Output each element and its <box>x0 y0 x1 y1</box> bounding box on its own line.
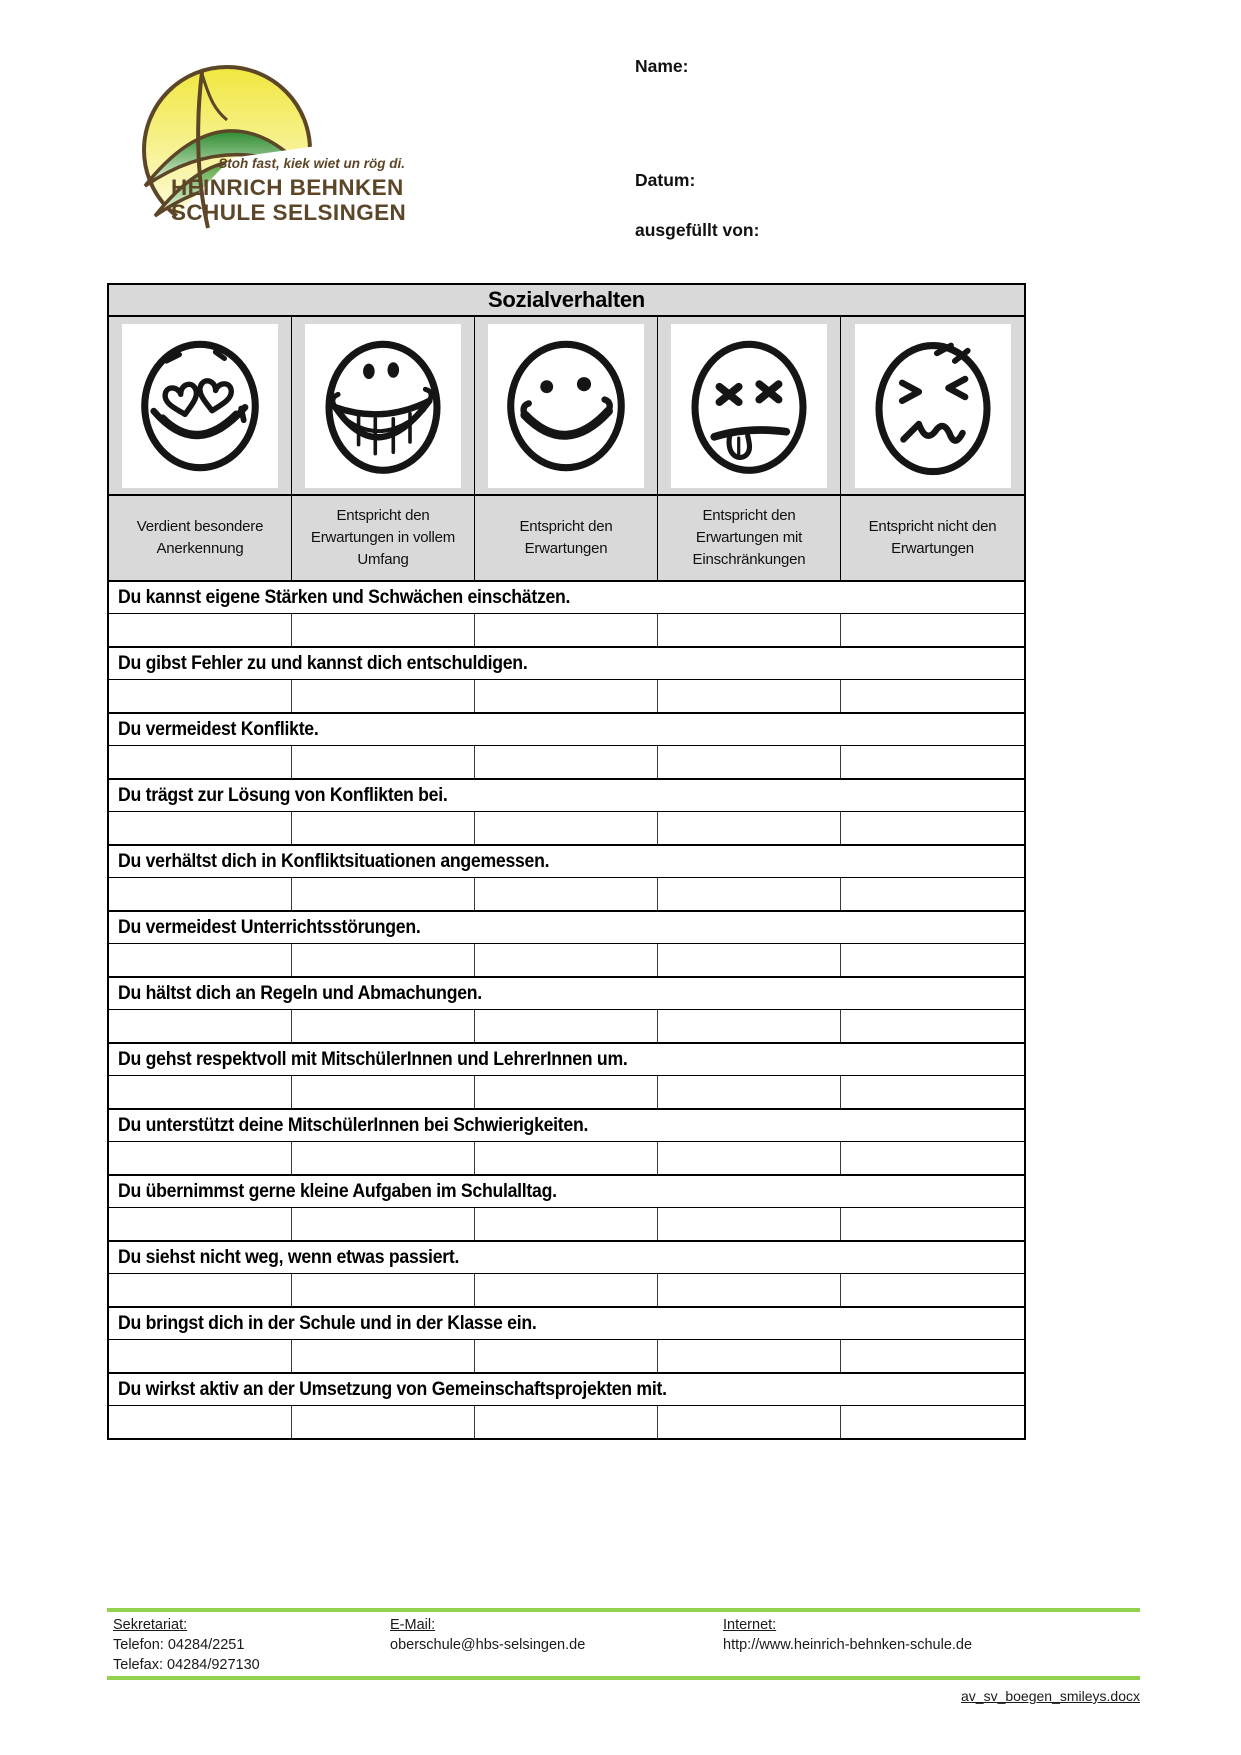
answer-cell[interactable] <box>658 680 841 712</box>
date-field-label: Datum: <box>635 170 696 190</box>
answer-cell[interactable] <box>292 746 475 778</box>
question-row <box>109 1240 1024 1273</box>
answer-cell[interactable] <box>475 1208 658 1240</box>
answer-cell[interactable] <box>658 1076 841 1108</box>
question-row <box>109 844 1024 877</box>
footer-sekretariat-label: Sekretariat: <box>113 1617 188 1633</box>
answer-cell[interactable] <box>658 746 841 778</box>
answer-row <box>109 745 1024 778</box>
question-row <box>109 778 1024 811</box>
answer-cell[interactable] <box>292 1274 475 1306</box>
answer-cell[interactable] <box>292 1142 475 1174</box>
answer-cell[interactable] <box>841 944 1024 976</box>
school-name-line1: HEINRICH BEHNKEN <box>171 175 404 200</box>
answer-cell[interactable] <box>292 1406 475 1438</box>
answer-cell[interactable] <box>292 878 475 910</box>
answer-cell[interactable] <box>658 614 841 646</box>
footer-website-url[interactable]: http://www.heinrich-behnken-schule.de <box>723 1637 973 1653</box>
answer-row <box>109 1141 1024 1174</box>
answer-cell[interactable] <box>475 1340 658 1372</box>
answer-row <box>109 1273 1024 1306</box>
rating-column-header: Entspricht den Erwartungen in vollem Umfang <box>292 496 475 580</box>
smiley-cell <box>109 317 292 494</box>
answer-cell[interactable] <box>109 680 292 712</box>
answer-cell[interactable] <box>475 878 658 910</box>
answer-cell[interactable] <box>109 1076 292 1108</box>
answer-cell[interactable] <box>658 878 841 910</box>
table-title: Sozialverhalten <box>109 285 1024 315</box>
scrunched-face-smiley-icon <box>855 324 1011 488</box>
smiley-cell <box>841 317 1024 494</box>
footer-divider-bottom <box>107 1676 1140 1680</box>
heart-eyes-smiley-icon <box>122 324 278 488</box>
answer-cell[interactable] <box>841 1208 1024 1240</box>
question-row <box>109 1306 1024 1339</box>
footer-phone: Telefon: 04284/2251 <box>113 1637 245 1653</box>
rating-header-row <box>109 494 1024 580</box>
question-row <box>109 1174 1024 1207</box>
answer-cell[interactable] <box>292 812 475 844</box>
answer-cell[interactable] <box>658 1010 841 1042</box>
smile-smiley-icon <box>488 324 644 488</box>
x-eyes-tongue-smiley-icon <box>671 324 827 488</box>
answer-cell[interactable] <box>658 1208 841 1240</box>
question-text: Du vermeidest Unterrichtsstörungen. <box>118 916 421 938</box>
footer-internet <box>723 1615 972 1655</box>
footer-internet-label: Internet: <box>723 1617 777 1633</box>
answer-cell[interactable] <box>475 1142 658 1174</box>
answer-cell[interactable] <box>475 1406 658 1438</box>
rating-column-header: Entspricht nicht den Erwartungen <box>868 518 997 557</box>
question-text: Du kannst eigene Stärken und Schwächen einschätzen. <box>118 586 571 608</box>
answer-row <box>109 1405 1024 1438</box>
answer-cell[interactable] <box>841 614 1024 646</box>
question-row <box>109 910 1024 943</box>
evaluation-table <box>107 283 1026 1440</box>
answer-cell[interactable] <box>292 1010 475 1042</box>
answer-cell[interactable] <box>475 614 658 646</box>
answer-cell[interactable] <box>475 1010 658 1042</box>
question-row <box>109 646 1024 679</box>
document-filename: av_sv_boegen_smileys.docx <box>961 1688 1140 1704</box>
answer-cell[interactable] <box>292 1340 475 1372</box>
answer-cell[interactable] <box>109 1010 292 1042</box>
answer-row <box>109 943 1024 976</box>
answer-cell[interactable] <box>658 944 841 976</box>
answer-cell[interactable] <box>475 812 658 844</box>
question-text: Du vermeidest Konflikte. <box>118 718 319 740</box>
answer-cell[interactable] <box>658 1406 841 1438</box>
question-text: Du gibst Fehler zu und kannst dich entschuldigen. <box>118 652 528 674</box>
question-row <box>109 712 1024 745</box>
question-text: Du hältst dich an Regeln und Abmachungen. <box>118 982 482 1004</box>
answer-cell[interactable] <box>292 944 475 976</box>
school-name-line2: SCHULE SELSINGEN <box>171 200 407 225</box>
answer-row <box>109 1207 1024 1240</box>
answer-cell[interactable] <box>841 1340 1024 1372</box>
answer-row <box>109 613 1024 646</box>
answer-cell[interactable] <box>109 1274 292 1306</box>
answer-cell[interactable] <box>109 944 292 976</box>
answer-cell[interactable] <box>292 680 475 712</box>
answer-cell[interactable] <box>109 1208 292 1240</box>
answer-cell[interactable] <box>658 1142 841 1174</box>
name-field-label: Name: <box>635 56 689 76</box>
question-row <box>109 580 1024 613</box>
question-text: Du verhältst dich in Konfliktsituationen angemessen. <box>118 850 550 872</box>
answer-row <box>109 877 1024 910</box>
question-text: Du unterstützt deine MitschülerInnen bei Schwierigkeiten. <box>118 1114 589 1136</box>
footer-email-address[interactable]: oberschule@hbs-selsingen.de <box>390 1637 586 1653</box>
answer-cell[interactable] <box>475 944 658 976</box>
question-row <box>109 1042 1024 1075</box>
answer-row <box>109 1075 1024 1108</box>
answer-cell[interactable] <box>475 746 658 778</box>
answer-row <box>109 679 1024 712</box>
answer-cell[interactable] <box>475 1076 658 1108</box>
footer-divider-top <box>107 1608 1140 1612</box>
answer-cell[interactable] <box>109 746 292 778</box>
answer-row <box>109 1009 1024 1042</box>
answer-cell[interactable] <box>658 1340 841 1372</box>
question-rows <box>109 580 1024 1438</box>
question-text: Du wirkst aktiv an der Umsetzung von Gemeinschaftsprojekten mit. <box>118 1378 667 1400</box>
answer-cell[interactable] <box>841 812 1024 844</box>
answer-cell[interactable] <box>292 1076 475 1108</box>
answer-cell[interactable] <box>841 1076 1024 1108</box>
footer-sekretariat <box>113 1615 260 1675</box>
school-logo <box>115 50 425 240</box>
answer-row <box>109 811 1024 844</box>
big-grin-smiley-icon <box>305 324 461 488</box>
answer-cell[interactable] <box>292 1208 475 1240</box>
answer-cell[interactable] <box>292 614 475 646</box>
rating-column-header: Verdient besondere Anerkennung <box>109 496 292 580</box>
question-text: Du bringst dich in der Schule und in der Klasse ein. <box>118 1312 537 1334</box>
question-text: Du siehst nicht weg, wenn etwas passiert. <box>118 1246 460 1268</box>
answer-cell[interactable] <box>475 1274 658 1306</box>
filled-by-field-label: ausgefüllt von: <box>635 220 760 240</box>
question-row <box>109 976 1024 1009</box>
answer-cell[interactable] <box>658 1274 841 1306</box>
school-name <box>171 175 406 225</box>
footer-fax: Telefax: 04284/927130 <box>113 1657 260 1673</box>
answer-cell[interactable] <box>841 1406 1024 1438</box>
rating-column-header: Entspricht den Erwartungen mit Einschränkungen <box>658 496 841 580</box>
footer-email-label: E-Mail: <box>390 1617 436 1633</box>
answer-row <box>109 1339 1024 1372</box>
answer-cell[interactable] <box>109 1340 292 1372</box>
rating-column-header: Entspricht den Erwartungen <box>475 496 658 580</box>
answer-cell[interactable] <box>841 680 1024 712</box>
footer-email <box>390 1615 585 1655</box>
answer-cell[interactable] <box>841 878 1024 910</box>
smiley-cell <box>475 317 658 494</box>
smiley-header-row <box>109 315 1024 494</box>
answer-cell[interactable] <box>475 680 658 712</box>
answer-cell[interactable] <box>109 812 292 844</box>
answer-cell[interactable] <box>841 1142 1024 1174</box>
question-text: Du gehst respektvoll mit MitschülerInnen und LehrerInnen um. <box>118 1048 628 1070</box>
question-row <box>109 1372 1024 1405</box>
answer-cell[interactable] <box>109 614 292 646</box>
question-text: Du trägst zur Lösung von Konflikten bei. <box>118 784 448 806</box>
smiley-cell <box>658 317 841 494</box>
answer-cell[interactable] <box>109 878 292 910</box>
answer-cell[interactable] <box>658 812 841 844</box>
answer-cell[interactable] <box>109 1142 292 1174</box>
question-text: Du übernimmst gerne kleine Aufgaben im Schulalltag. <box>118 1180 557 1202</box>
smiley-cell <box>292 317 475 494</box>
school-motto: Stoh fast, kiek wiet un rög di. <box>218 156 405 171</box>
answer-cell[interactable] <box>841 1010 1024 1042</box>
answer-cell[interactable] <box>109 1406 292 1438</box>
answer-cell[interactable] <box>841 1274 1024 1306</box>
question-row <box>109 1108 1024 1141</box>
answer-cell[interactable] <box>841 746 1024 778</box>
